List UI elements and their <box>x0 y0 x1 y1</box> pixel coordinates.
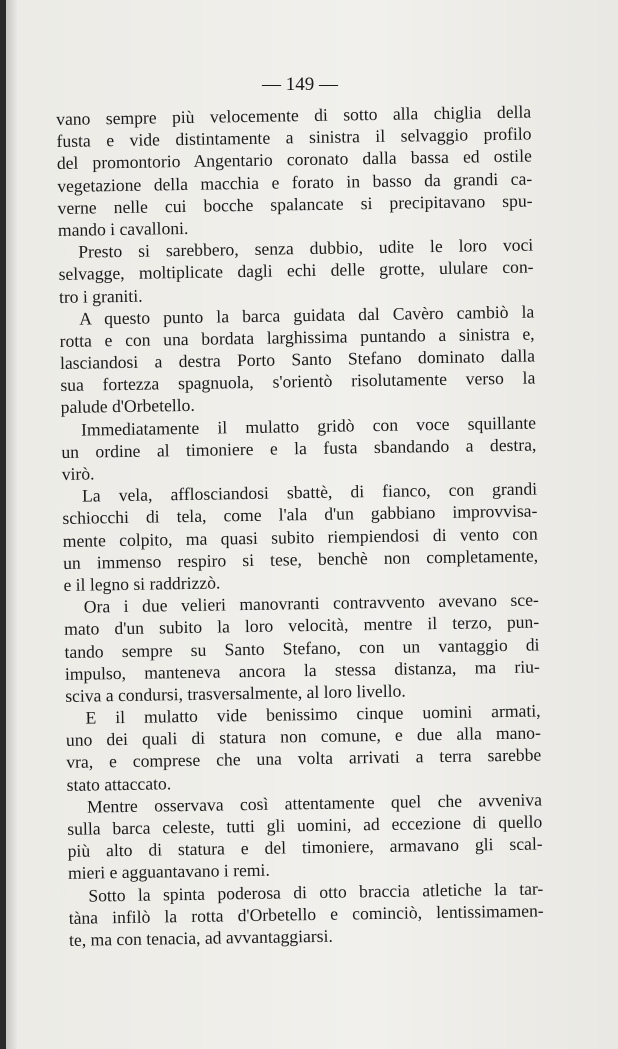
text-line: vegetazione della macchia e forato in basso da grandi ca- <box>57 168 533 196</box>
text-line: Sotto la spinta poderosa di otto braccia atletiche la tar- <box>88 878 544 906</box>
text-line: mato d'un subito la loro velocità, mentre il terzo, pun- <box>64 611 540 640</box>
text-line: fusta e vide distintamente a sinistra il selvaggio profilo <box>56 123 532 152</box>
text-line: vano sempre più velocemente di sotto alla chiglia della <box>56 101 532 129</box>
text-line: selvagge, moltiplicate dagli echi delle grotte, ululare con- <box>58 256 534 285</box>
text-line: mieri e agguantavano i remi. <box>67 860 270 884</box>
text-line: A questo punto la barca guidata dal Cavèro cambiò la <box>79 301 535 329</box>
text-line: rotta e con una bordata larghissima puntando a sinistra e, <box>59 323 535 351</box>
text-line: Immediatamente il mulatto gridò con voce squillante <box>80 412 537 440</box>
page-number: — 149 — <box>262 74 338 95</box>
text-line: tàna infilò la rotta d'Orbetello e cominciò, lentissimamen- <box>68 900 544 928</box>
text-line: un immenso respiro si tese, benchè non completamente, <box>62 545 539 573</box>
text-line: schiocchi di tela, come l'ala d'un gabbiano improvvisa- <box>62 500 538 529</box>
text-line: Ora i due velieri manovranti contravvento avevano sce- <box>83 589 539 617</box>
text-line: impulso, manteneva ancora la stessa distanza, ma riu- <box>64 656 540 684</box>
text-line: verne nelle cui bocche spalancate si precipitavano spu- <box>57 190 533 218</box>
text-line: uno dei quali di statura non comune, e due alla mano- <box>65 722 542 751</box>
text-line: sciva a condursi, trasversalmente, al loro livello. <box>65 680 406 706</box>
text-line: vra, e comprese che una volta arrivati a terra sarebbe <box>66 744 542 773</box>
text-line: tro i graniti. <box>58 285 143 307</box>
text-line: sulla barca celeste, tutti gli uomini, ad eccezione di quello <box>67 811 543 839</box>
text-line: palude d'Orbetello. <box>60 395 195 418</box>
text-line: La vela, afflosciandosi sbattè, di fianco, con grandi <box>81 478 538 506</box>
text-line: Mentre osservava così attentamente quel che avveniva <box>86 789 543 817</box>
text-line: mando i cavalloni. <box>57 217 189 240</box>
text-line: lasciandosi a destra Porto Santo Stefano dominato dalla <box>59 345 536 374</box>
text-line: del promontorio Angentario coronato dalla bassa ed ostile <box>56 145 532 174</box>
text-line: mente colpito, ma quasi subito riempiendosi di vento con <box>62 523 538 551</box>
book-spine-shadow <box>0 0 6 1049</box>
text-line: e il legno si raddrizzò. <box>63 572 221 595</box>
text-line: te, ma con tenacia, ad avvantaggiarsi. <box>68 925 333 950</box>
text-line: tando sempre su Santo Stefano, con un vantaggio di <box>64 633 540 662</box>
body-text <box>56 101 544 951</box>
text-line: stato attaccato. <box>66 772 172 795</box>
text-line: E il mulatto vide benissimo cinque uomini armati, <box>85 700 541 728</box>
text-line: sua fortezza spagnuola, s'orientò risolutamente verso la <box>60 367 536 396</box>
text-line: virò. <box>61 463 95 484</box>
text-line: Presto si sarebbero, senza dubbio, udite le loro voci <box>78 234 534 262</box>
text-line: un ordine al timoniere e la fusta sbandando a destra, <box>61 434 537 462</box>
text-line: più alto di statura e del timoniere, armavano gli scal- <box>67 833 543 862</box>
